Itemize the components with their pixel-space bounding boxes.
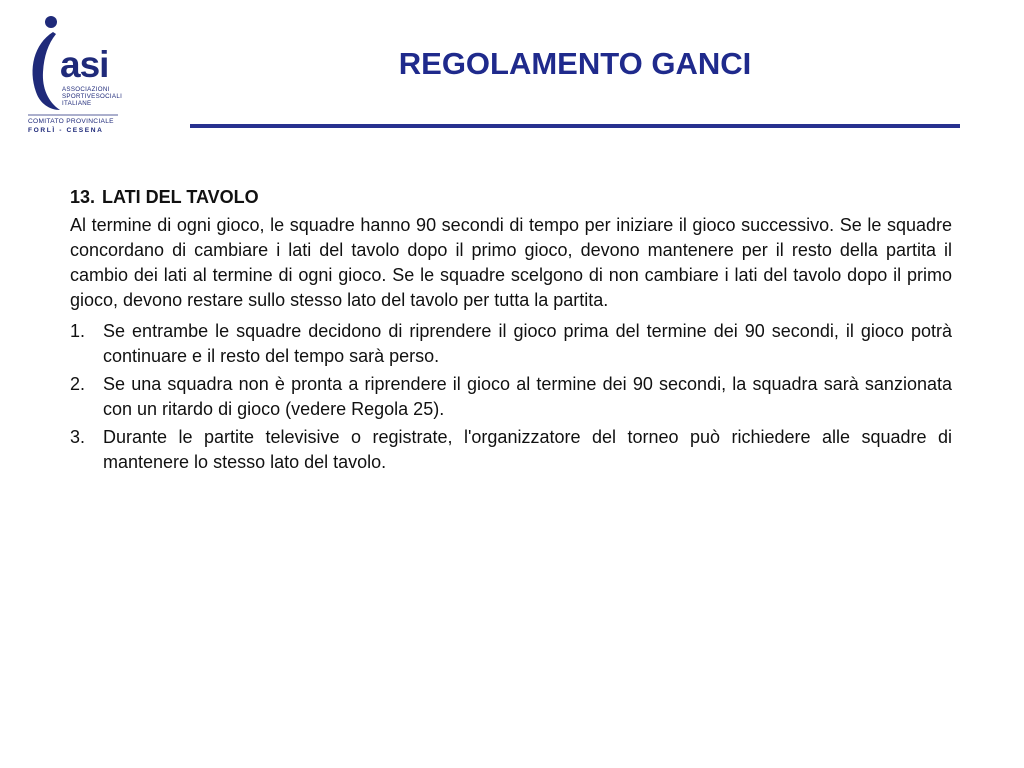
logo-wordmark: asi [60,44,109,85]
list-item-text: Se una squadra non è pronta a riprendere il gioco al termine dei 90 secondi, la squadra sarà sanzionata con un ritardo di gioco (vedere Regola 25). [103,374,952,419]
logo-assoc-line: ASSOCIAZIONI [62,86,110,93]
asi-logo [26,14,122,136]
logo-city-line: FORLÌ - CESENA [28,126,104,134]
list-item-number: 3. [70,427,86,447]
section-intro-paragraph: Al termine di ogni gioco, le squadre hanno 90 secondi di tempo per iniziare il gioco successivo. Se le squadre concordano di cambiare i lati del tavolo dopo il primo gioco, devono mantenere per il resto della partita il cambio dei lati al termine di ogni gioco. Se le squadre scelgono di non cambiare i lati del tavolo dopo il primo gioco, devono restare sullo stesso lato del tavolo per tutta la partita. [70,215,952,310]
title-divider [190,124,960,128]
rules-list [70,319,952,475]
list-item [70,372,952,422]
logo-assoc-line: SPORTIVESOCIALI [62,93,123,100]
list-item-number: 1. [70,321,86,341]
document-body [70,185,952,478]
page-title: REGOLAMENTO GANCI [398,46,752,81]
list-item-number: 2. [70,374,86,394]
section-heading-text: LATI DEL TAVOLO [102,187,259,207]
section-heading [70,185,952,210]
list-item [70,319,952,369]
logo-committee-line: COMITATO PROVINCIALE [28,118,114,125]
logo-assoc-line: ITALIANE [62,100,92,107]
list-item-text: Durante le partite televisive o registrate, l'organizzatore del torneo può richiedere alle squadre di mantenere lo stesso lato del tavolo. [103,427,952,472]
list-item [70,425,952,475]
section-number: 13. [70,187,96,207]
logo-committee-text [28,118,122,135]
list-item-text: Se entrambe le squadre decidono di riprendere il gioco prima del termine dei 90 secondi, il gioco potrà continuare e il resto del tempo sarà perso. [103,321,952,366]
logo-association-text [62,86,122,107]
